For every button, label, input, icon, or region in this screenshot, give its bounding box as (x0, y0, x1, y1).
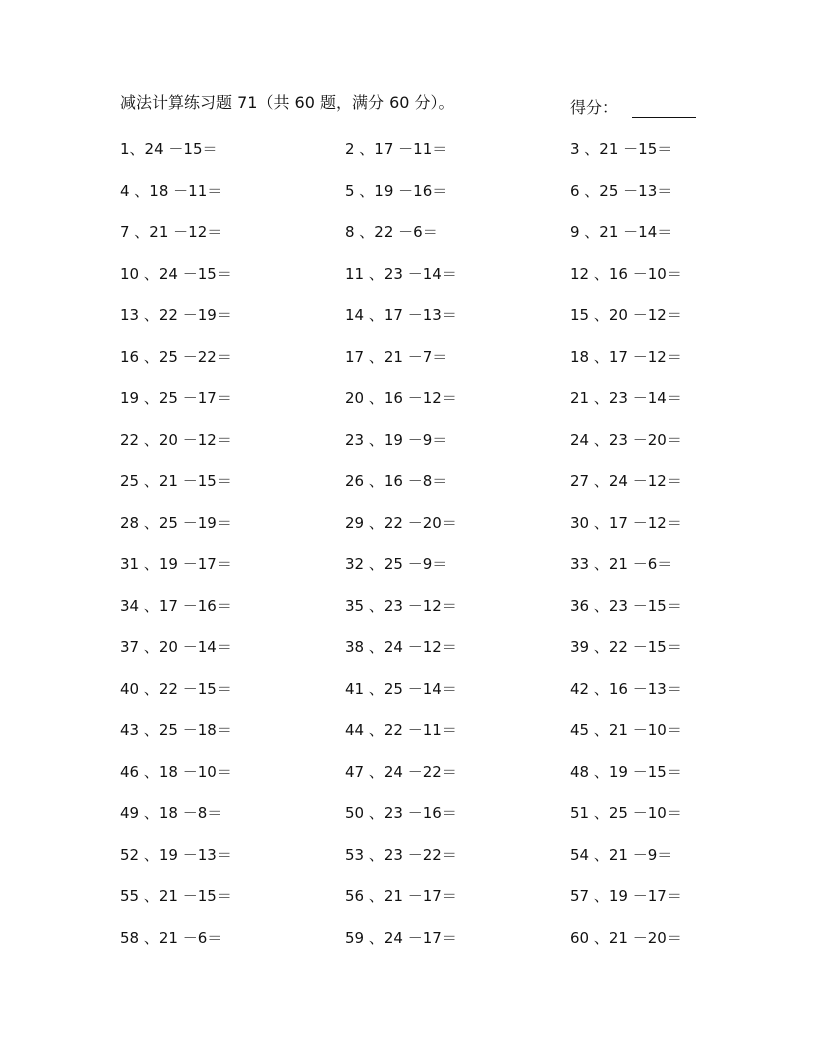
problem-item: 36 、23 －15＝ (570, 596, 682, 615)
problem-item: 33 、21 －6＝ (570, 555, 673, 573)
score-blank[interactable] (632, 99, 696, 118)
problem-item: 24 、23 －20＝ (570, 430, 682, 449)
problem-item: 17 、21 －7＝ (345, 347, 448, 366)
problem-item: 4 、18 －11＝ (120, 181, 223, 200)
problem-item: 27 、24 －12＝ (570, 472, 682, 490)
problem-item: 22 、20 －12＝ (120, 430, 232, 449)
score-area (570, 95, 696, 118)
problem-item: 28 、25 －19＝ (120, 513, 232, 532)
problem-item: 6 、25 －13＝ (570, 181, 673, 200)
problem-item: 59 、24 －17＝ (345, 928, 457, 947)
problem-item: 54 、21 －9＝ (570, 845, 673, 864)
problem-item: 11 、23 －14＝ (345, 264, 457, 283)
problem-item: 57 、19 －17＝ (570, 887, 682, 905)
problem-item: 35 、23 －12＝ (345, 596, 457, 615)
problem-item: 55 、21 －15＝ (120, 887, 232, 905)
problem-grid (120, 134, 780, 964)
problem-item: 23 、19 －9＝ (345, 430, 448, 449)
problem-item: 49 、18 －8＝ (120, 804, 223, 822)
problem-item: 13 、22 －19＝ (120, 306, 232, 324)
problem-item: 45 、21 －10＝ (570, 721, 682, 739)
problem-item: 21 、23 －14＝ (570, 389, 682, 407)
problem-item: 44 、22 －11＝ (345, 721, 457, 739)
problem-item: 26 、16 －8＝ (345, 472, 448, 490)
problem-item: 50 、23 －16＝ (345, 804, 457, 822)
problem-item: 1、24 －15＝ (120, 140, 218, 158)
problem-item: 43 、25 －18＝ (120, 721, 232, 739)
problem-item: 10 、24 －15＝ (120, 264, 232, 283)
problem-item: 39 、22 －15＝ (570, 638, 682, 656)
problem-item: 3 、21 －15＝ (570, 140, 673, 158)
problem-item: 7 、21 －12＝ (120, 223, 223, 241)
problem-item: 29 、22 －20＝ (345, 513, 457, 532)
problem-item: 40 、22 －15＝ (120, 679, 232, 698)
problem-item: 34 、17 －16＝ (120, 596, 232, 615)
problem-item: 32 、25 －9＝ (345, 555, 448, 573)
problem-item: 58 、21 －6＝ (120, 928, 223, 947)
problem-item: 12 、16 －10＝ (570, 264, 682, 283)
problem-item: 19 、25 －17＝ (120, 389, 232, 407)
problem-item: 41 、25 －14＝ (345, 679, 457, 698)
problem-item: 8 、22 －6＝ (345, 223, 438, 241)
problem-item: 9 、21 －14＝ (570, 223, 673, 241)
problem-item: 18 、17 －12＝ (570, 347, 682, 366)
problem-item: 48 、19 －15＝ (570, 762, 682, 781)
problem-item: 52 、19 －13＝ (120, 845, 232, 864)
problem-item: 5 、19 －16＝ (345, 181, 448, 200)
problem-item: 38 、24 －12＝ (345, 638, 457, 656)
problem-item: 14 、17 －13＝ (345, 306, 457, 324)
problem-item: 60 、21 －20＝ (570, 928, 682, 947)
problem-item: 20 、16 －12＝ (345, 389, 457, 407)
problem-item: 51 、25 －10＝ (570, 804, 682, 822)
score-label: 得分： (570, 98, 619, 117)
problem-item: 47 、24 －22＝ (345, 762, 457, 781)
problem-item: 30 、17 －12＝ (570, 513, 682, 532)
problem-item: 42 、16 －13＝ (570, 679, 682, 698)
problem-item: 15 、20 －12＝ (570, 306, 682, 324)
problem-item: 53 、23 －22＝ (345, 845, 457, 864)
worksheet-title: 减法计算练习题 71（共 60 题，满分 60 分）。 (120, 93, 455, 112)
problem-item: 56 、21 －17＝ (345, 887, 457, 905)
problem-item: 37 、20 －14＝ (120, 638, 232, 656)
problem-item: 2 、17 －11＝ (345, 140, 448, 158)
problem-item: 16 、25 －22＝ (120, 347, 232, 366)
problem-item: 46 、18 －10＝ (120, 762, 232, 781)
problem-item: 25 、21 －15＝ (120, 472, 232, 490)
problem-item: 31 、19 －17＝ (120, 555, 232, 573)
